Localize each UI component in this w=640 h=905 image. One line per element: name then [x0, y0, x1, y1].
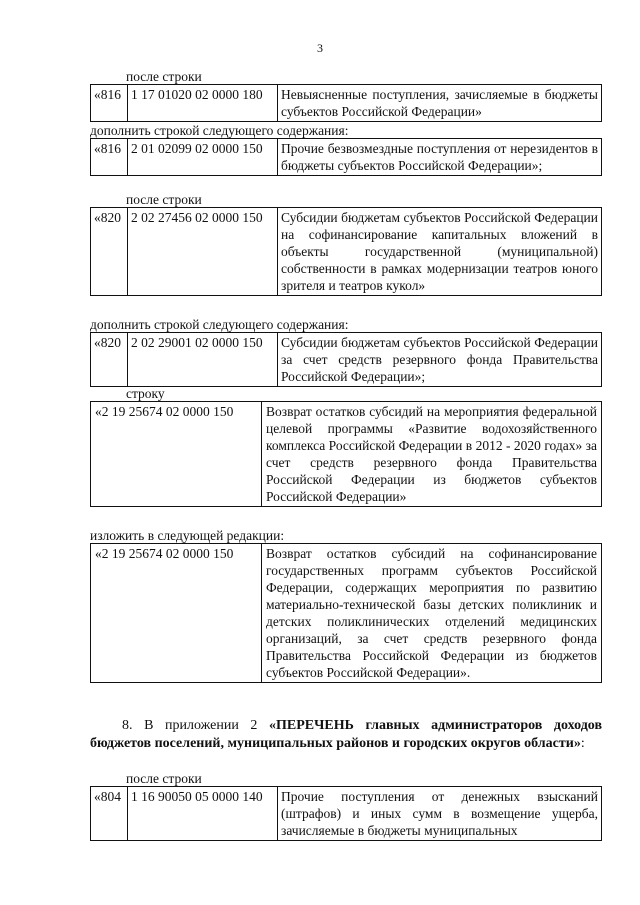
paragraph-8 [90, 717, 602, 753]
revenue-code-cell: 1 17 01020 02 0000 180 [128, 85, 278, 122]
description-cell: Прочие безвозмездные поступления от нерезидентов в бюджеты субъектов Российской Федерации»; [278, 139, 602, 176]
description-cell: Субсидии бюджетам субъектов Российской Федерации на софинансирование капитальных вложений в объекты государственной (муниципальной) собственности в рамках модернизации театров юного зрителя и театров кукол» [278, 208, 602, 296]
admin-code-cell: «820 [91, 208, 128, 296]
table-row [91, 544, 602, 683]
description-cell: Возврат остатков субсидий на софинансирование государственных программ субъектов Российской Федерации, содержащих мероприятия по развитию материально-технической базы детских поликлиник и детских поликлинических отделений медицинских организаций, за счет средств резервного фонда Правительства Российской Федерации из бюджетов субъектов Российской Федерации». [262, 544, 602, 683]
amendment-table-3 [90, 207, 602, 296]
admin-code-cell: «816 [91, 85, 128, 122]
label-after-row: после строки [126, 192, 202, 207]
table-row [91, 139, 602, 176]
table-row [91, 402, 602, 507]
revenue-code-cell: 2 02 27456 02 0000 150 [128, 208, 278, 296]
table-row [91, 85, 602, 122]
label-after-row: после строки [126, 771, 202, 786]
amendment-table-4 [90, 332, 602, 387]
page-number: 3 [317, 41, 323, 55]
admin-code-cell: «804 [91, 787, 128, 841]
revenue-code-cell: 1 16 90050 05 0000 140 [128, 787, 278, 841]
table-row [91, 333, 602, 387]
amendment-table-6 [90, 543, 602, 683]
table-row [91, 208, 602, 296]
description-cell: Прочие поступления от денежных взысканий (штрафов) и иных сумм в возмещение ущерба, зачисляемые в бюджеты муниципальных [278, 787, 602, 841]
revenue-code-cell: «2 19 25674 02 0000 150 [91, 402, 262, 507]
revenue-code-cell: «2 19 25674 02 0000 150 [91, 544, 262, 683]
paragraph-8-suffix: : [580, 736, 585, 751]
table-row [91, 787, 602, 841]
appendix-title: «ПЕРЕЧЕНЬ главных администраторов доходов бюджетов поселений, муниципальных районов и городских округов области» [90, 718, 603, 751]
description-cell: Возврат остатков субсидий на мероприятия федеральной целевой программы «Развитие водохозяйственного комплекса Российской Федерации в 2012 - 2020 годах» за счет средств резервного фонда Правительства Российской Федерации из бюджетов субъектов Российской Федерации» [262, 402, 602, 507]
revenue-code-cell: 2 01 02099 02 0000 150 [128, 139, 278, 176]
label-add-row: дополнить строкой следующего содержания: [90, 317, 349, 332]
paragraph-8-prefix: 8. В приложении 2 [122, 718, 270, 733]
label-after-row: после строки [126, 69, 202, 84]
description-cell: Субсидии бюджетам субъектов Российской Федерации за счет средств резервного фонда Правительства Российской Федерации»; [278, 333, 602, 387]
amendment-table-5 [90, 401, 602, 507]
amendment-table-7 [90, 786, 602, 841]
description-cell: Невыясненные поступления, зачисляемые в бюджеты субъектов Российской Федерации» [278, 85, 602, 122]
admin-code-cell: «816 [91, 139, 128, 176]
revenue-code-cell: 2 02 29001 02 0000 150 [128, 333, 278, 387]
label-new-edition: изложить в следующей редакции: [90, 528, 285, 543]
admin-code-cell: «820 [91, 333, 128, 387]
amendment-table-2 [90, 138, 602, 176]
label-add-row: дополнить строкой следующего содержания: [90, 123, 349, 138]
amendment-table-1 [90, 84, 602, 122]
label-row: строку [126, 386, 165, 401]
